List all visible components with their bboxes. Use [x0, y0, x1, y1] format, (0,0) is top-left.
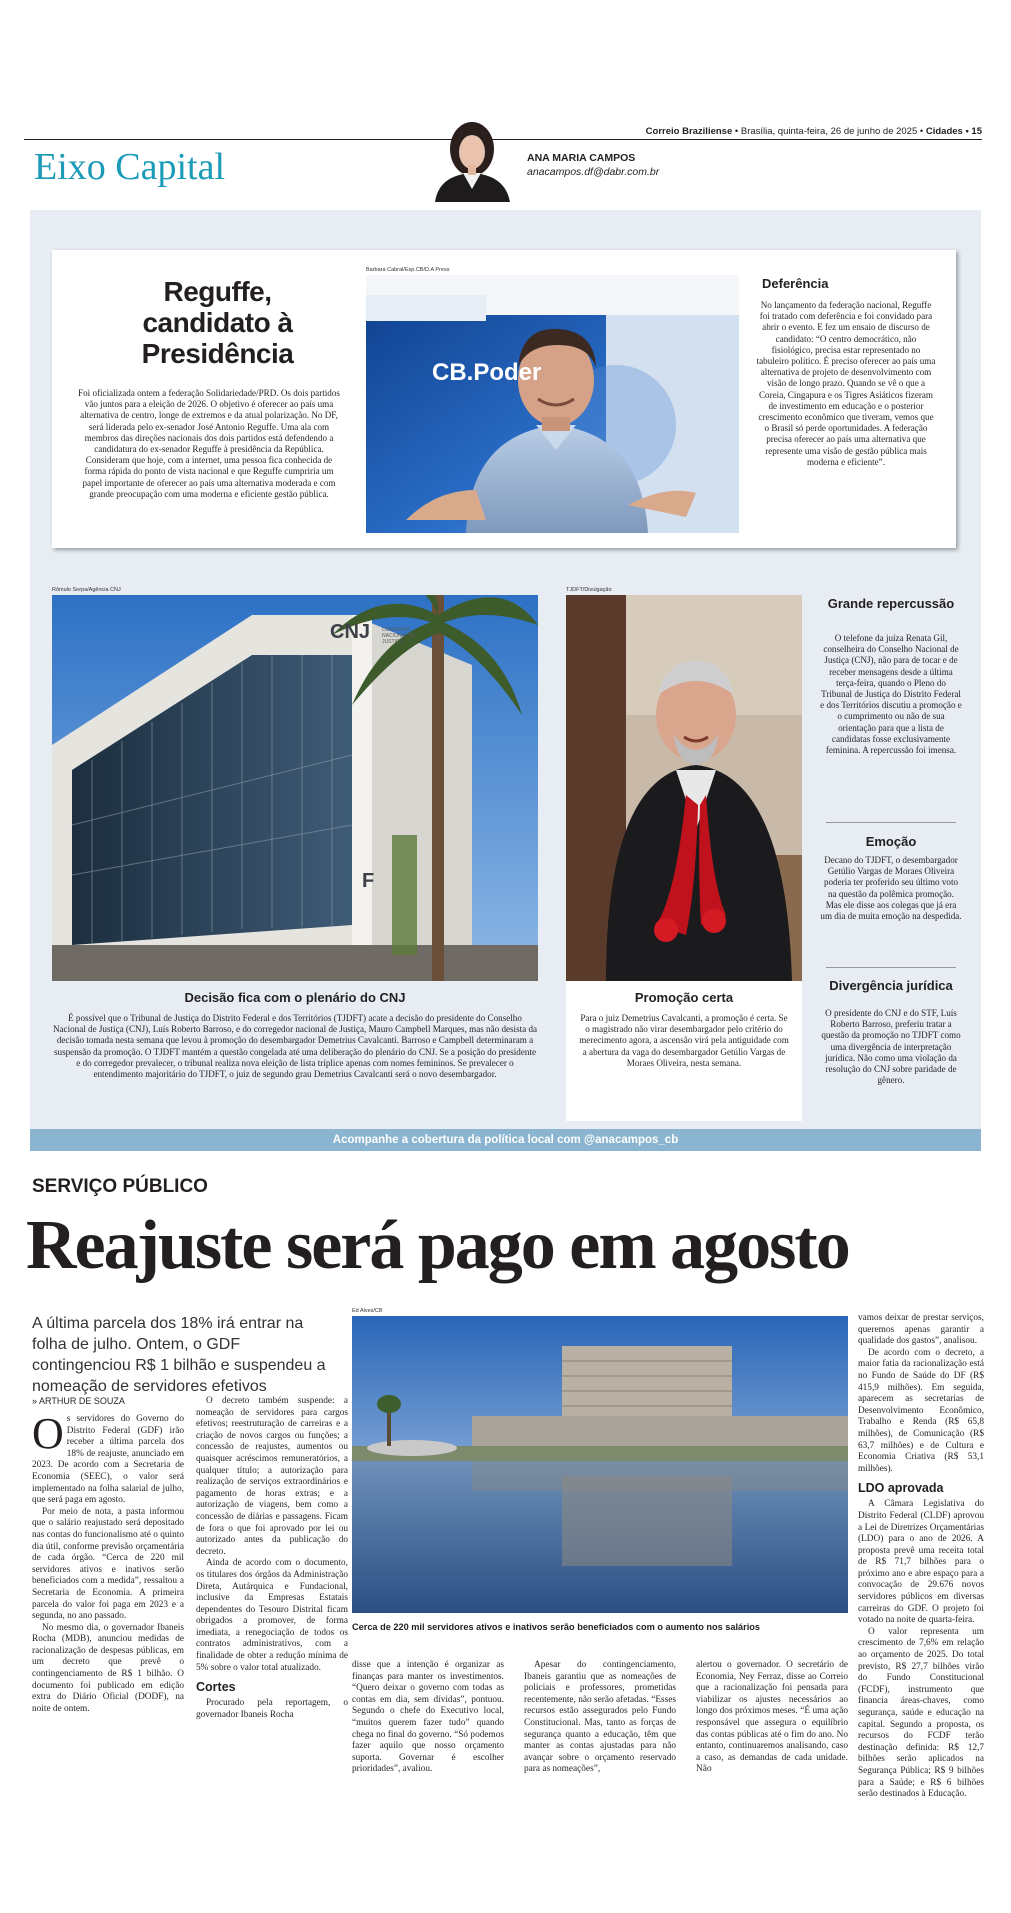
deference-heading: Deferência: [762, 276, 829, 291]
article-photo: [352, 1316, 848, 1613]
article-col1-p2: Por meio de nota, a pasta informou que o salário reajustado será depositado nas contas do funcionalismo até o quinto dia útil, conforme previsão orçamentária de cada órgão. “Cerca de 220 mil servidores ativos e inativos serão beneficiados com a medida”, ressaltou a Secretaria de Economia. A primeira parcela do valor foi paga em 2023 e a segunda, no ano passado.: [32, 1506, 184, 1622]
article-col-2: [196, 1396, 348, 1721]
social-banner: Acompanhe a cobertura da política local com @anacampos_cb: [30, 1129, 981, 1151]
note-heading-divergence: Divergência jurídica: [829, 978, 953, 993]
cnj-building-logo: CNJ: [330, 621, 371, 643]
feature-photo: [366, 275, 739, 533]
article-deck: A última parcela dos 18% irá entrar na folha de julho. Ontem, o GDF contingenciou R$ 1 bilhão e suspendeu a nomeação de servidores efetivos: [32, 1315, 326, 1395]
judge-body: Para o juiz Demetrius Cavalcanti, a promoção é certa. Se o magistrado não virar desembargador pelo critério do merecimento agora, a ascensão virá pela antiguidade com a abertura da vaga do desembargador Getúlio Vargas de Moraes Oliveira, nesta semana.: [579, 1013, 789, 1068]
feature-body: Foi oficializada ontem a federação Solidariedade/PRD. Os dois partidos vão juntos para a eleição de 2026. O objetivo é oferecer ao país uma alternativa de centro, longe de extremos e da atual polarização. No DF, será liderada pelo ex-senador José Antonio Reguffe. Uma ala com membros das direções nacionais dos dois partidos está defendendo a candidatura do ex-senador Reguffe à presidência da República. Consideram que hoje, com a internet, uma pessoa fica conhecida de forma rápida do ponto de vista nacional e que Reguffe cumpriria um papel importante de oferecer ao país uma alternativa moderada e com grande preocupação com uma moderna e eficiente gestão pública.: [78, 388, 340, 499]
article-col-5: alertou o governador. O secretário de Economia, Ney Ferraz, disse ao Correio que a racionalização foi pensada para viabilizar os ajustes necessários ao longo dos próximos meses. “É uma ação responsável que assegura o equilíbrio das contas públicas até o fim do ano. No entanto, continuaremos analisando, caso a caso, as demandas de cada unidade. Não: [696, 1660, 848, 1775]
article-col6-p2: De acordo com o decreto, a maior fatia da racionalização está no Fundo de Saúde do DF (R$ 415,9 milhões). Em seguida, aparecem as secretarias de Desenvolvimento Econômico, Trabalho e Renda (R$ 65,8 milhões), de Comunicação (R$ 63,7 milhões) e de Cultura e Economia Criativa (R$ 53,1 milhões).: [858, 1347, 984, 1474]
author-name: ANA MARIA CAMPOS: [527, 152, 636, 164]
article-photo-caption: Cerca de 220 mil servidores ativos e inativos serão beneficiados com o aumento nos salários: [352, 1622, 760, 1632]
feature-title: Reguffe, candidato à Presidência: [141, 276, 294, 369]
column-title: Eixo Capital: [34, 146, 226, 188]
note-heading-emotion: Emoção: [865, 834, 917, 849]
article-col2-p1: O decreto também suspende: a nomeação de servidores para cargos efetivos; reestruturação de carreiras e a criação de novos cargos ou funções; a concessão de reajustes, aumentos ou quaisquer acréscimos remuneratórios, a qualquer título; a autorização para realização de serviços extraordinários e pagamento de horas extras; e a autorização de viagens, bem como a concessão de diárias e passagens. Ficam de fora o que foi aprovado por lei ou autorizado antes da publicação do decreto.: [196, 1396, 348, 1557]
article-col-4: Apesar do contingenciamento, Ibaneis garantiu que as nomeações de policiais e professores, prometidas recentemente, não serão afetadas. “Esses recursos estão assegurados pelo Fundo Constitucional. Mas, tanto as forças de segurança quanto a educação, têm que manter as contas ajustadas para não avançar sobre o orçamento reservado para as nomeações”,: [524, 1660, 676, 1775]
article-col6-p4: O valor representa um crescimento de 7,6% em relação ao orçamento de 2025. Do total previsto, R$ 27,7 bilhões virão do Fundo Constitucional (FCDF), instrumento que financia áreas-chaves, como segurança, saúde e educação na capital. Segundo a proposta, os recursos do FCDF terão destinação definida: R$ 12,7 bilhões serão aplicados na Segurança Pública; R$ 9 bilhões para a Saúde; e R$ 6 bilhões serão destinados à Educação.: [858, 1626, 984, 1800]
note-heading-repercussion: Grande repercussão: [827, 596, 955, 611]
feature-photo-credit: Barbara Cabral/Esp.CB/D.A Press: [366, 267, 450, 273]
section-name: Cidades: [925, 126, 963, 137]
article-lead-paragraph: [32, 1409, 184, 1507]
page-number: • 15: [962, 126, 982, 137]
cnj-building-sign: CONSELHO NACIONAL DE JUSTIÇA: [382, 627, 416, 645]
cnj-body: É possível que o Tribunal de Justiça do Distrito Federal e dos Territórios (TJDFT) acate a decisão do presidente do Conselho Nacional de Justiça (CNJ), Luís Roberto Barroso, e do corregedor nacional de Justiça, Mauro Campbell Marques, mas não desista da decisão tomada nesta semana que levou à promoção do desembargador Demetrius Cavalcanti. Barroso e Campbell determinaram a suspensão da promoção. O TJDFT mantém a questão congelada até uma deliberação do plenário do CNJ. Se a posição do presidente e do corregedor prevalecer, o tribunal realiza nova eleição de lista tríplice apenas com nomes femininos. Se prevalecer o entendimento majoritário do TJDFT, o juiz de segundo grau Demetrius Cavalcanti será o novo desembargador.: [52, 1013, 538, 1080]
author-photo: [425, 117, 520, 202]
judge-heading: Promoção certa: [634, 990, 734, 1005]
article-col6-p3: A Câmara Legislativa do Distrito Federal (CLDF) aprovou a Lei de Diretrizes Orçamentárias (LDO) para o ano de 2026. A proposta prevê uma receita total de R$ 71,7 bilhões para o próximo ano e abre espaço para a convocação de 29.676 novos servidores públicos em diversas carreiras do GDF. O projeto foi votado na noite de quarta-feira.: [858, 1499, 984, 1626]
subhead-cortes: Cortes: [196, 1680, 236, 1695]
judge-photo-credit: TJDFT/Divulgação: [566, 587, 612, 593]
article-col6-p1: vamos deixar de prestar serviços, queremos apenas garantir a qualidade dos gastos”, analisou.: [858, 1313, 984, 1347]
note-divider-2: [826, 967, 956, 968]
building-letter-f: F: [362, 870, 375, 892]
article-byline: » ARTHUR DE SOUZA: [32, 1396, 125, 1406]
note-body-emotion: Decano do TJDFT, o desembargador Getúlio Vargas de Moraes Oliveira poderia ter proferido seu último voto na questão da polêmica promoção. Mas ele disse aos colegas que já era um dia de muita emoção na despedida.: [820, 855, 962, 922]
subhead-ldo: LDO aprovada: [858, 1481, 944, 1496]
dateline: • Brasília, quinta-feira, 26 de junho de 2025 •: [732, 126, 926, 137]
note-body-divergence: O presidente do CNJ e do STF, Luís Roberto Barroso, preferiu tratar a questão da promoção no TJDFT como uma divergência de interpretação jurídica. Não como uma violação da resolução do CNJ sobre paridade de gênero.: [821, 1008, 961, 1086]
note-divider-1: [826, 822, 956, 823]
note-body-repercussion: O telefone da juíza Renata Gil, conselheira do Conselho Nacional de Justiça (CNJ), não para de tocar e de receber mensagens desde a última terça-feira, quando o Pleno do Tribunal de Justiça do Distrito Federal e dos Territórios discutiu a promoção e o cumprimento ou não de sua orientação para que a lista de candidatas fosse exclusivamente feminina. A repercussão foi imensa.: [820, 633, 962, 756]
cnj-heading: Decisão fica com o plenário do CNJ: [184, 990, 406, 1005]
paper-name: Correio Braziliense: [645, 126, 733, 137]
screen-logo: CB.Poder: [432, 359, 542, 386]
article-col-6: [858, 1313, 984, 1801]
deference-body: No lançamento da federação nacional, Reguffe foi tratado com deferência e foi convidado para abrir o evento. E fez um ensaio de discurso de candidato: “O centro democrático, não fisiológico, precisa estar representado no tabuleiro político. É preciso oferecer ao país uma alternativa de projeto de desenvolvimento com visão de longo prazo. Quando se vê o que a Coreia, Cingapura e os Tigres Asiáticos fizeram de investimento em educação e o posterior crescimento econômico que tiveram, vemos que o Brasil só perde oportunidades. A federação precisa oferecer ao país uma alternativa que represente uma visão de gestão pública mais moderna e eficiente”.: [756, 300, 936, 467]
article-kicker: SERVIÇO PÚBLICO: [32, 1176, 208, 1197]
cnj-building-photo: [52, 595, 538, 981]
judge-photo: [566, 595, 802, 981]
cnj-photo-credit: Rômulo Serpa/Agência CNJ: [52, 587, 121, 593]
article-col2-p3: Procurado pela reportagem, o governador Ibaneis Rocha: [196, 1698, 348, 1720]
folio-line: [646, 126, 982, 137]
article-col2-p2: Ainda de acordo com o documento, os titulares dos órgãos da Administração Direta, Autárquica e Fundacional, inclusive da Empresas Estatais dependentes do Tesouro Distrital ficam obrigados a promover, de forma imediata, a renegociação de todos os contratos administrativos, com a finalidade de obter a redução mínima de 5% sobre o valor total atualizado.: [196, 1558, 348, 1673]
lead-text: s servidores do Governo do Distrito Federal (GDF) irão receber a última parcela dos 18% de reajuste, anunciado em 2023. De acordo com a Secretaria de Economia (SEEC), o valor será implementado na folha salarial de julho, que será paga em agosto.: [32, 1414, 184, 1506]
author-email: anacampos.df@dabr.com.br: [527, 166, 660, 178]
article-headline: Reajuste será pago em agosto: [26, 1207, 849, 1284]
article-col-3: disse que a intenção é organizar as finanças para manter os investimentos. “Quero deixar o governo com todas as contas em dia, sem dívidas”, pontuou. Segundo o chefe do Executivo local, “muitos querem fazer tudo” quando chega no final do governo. “Só podemos fazer aquilo que nosso orçamento suporta. Governar é escolher prioridades”, avaliou.: [352, 1660, 504, 1775]
article-photo-credit: Ed Alves/CB: [352, 1308, 383, 1314]
dropcap: O: [32, 1409, 64, 1458]
article-col1-p3: No mesmo dia, o governador Ibaneis Rocha (MDB), anunciou medidas de racionalização de despesas públicas, em um decreto que prevê o contingenciamento de R$ 1 bilhão. O documento foi publicado em edição extra do Diário Oficial (DODF), na noite de ontem.: [32, 1622, 184, 1714]
article-col-1: [32, 1409, 184, 1715]
